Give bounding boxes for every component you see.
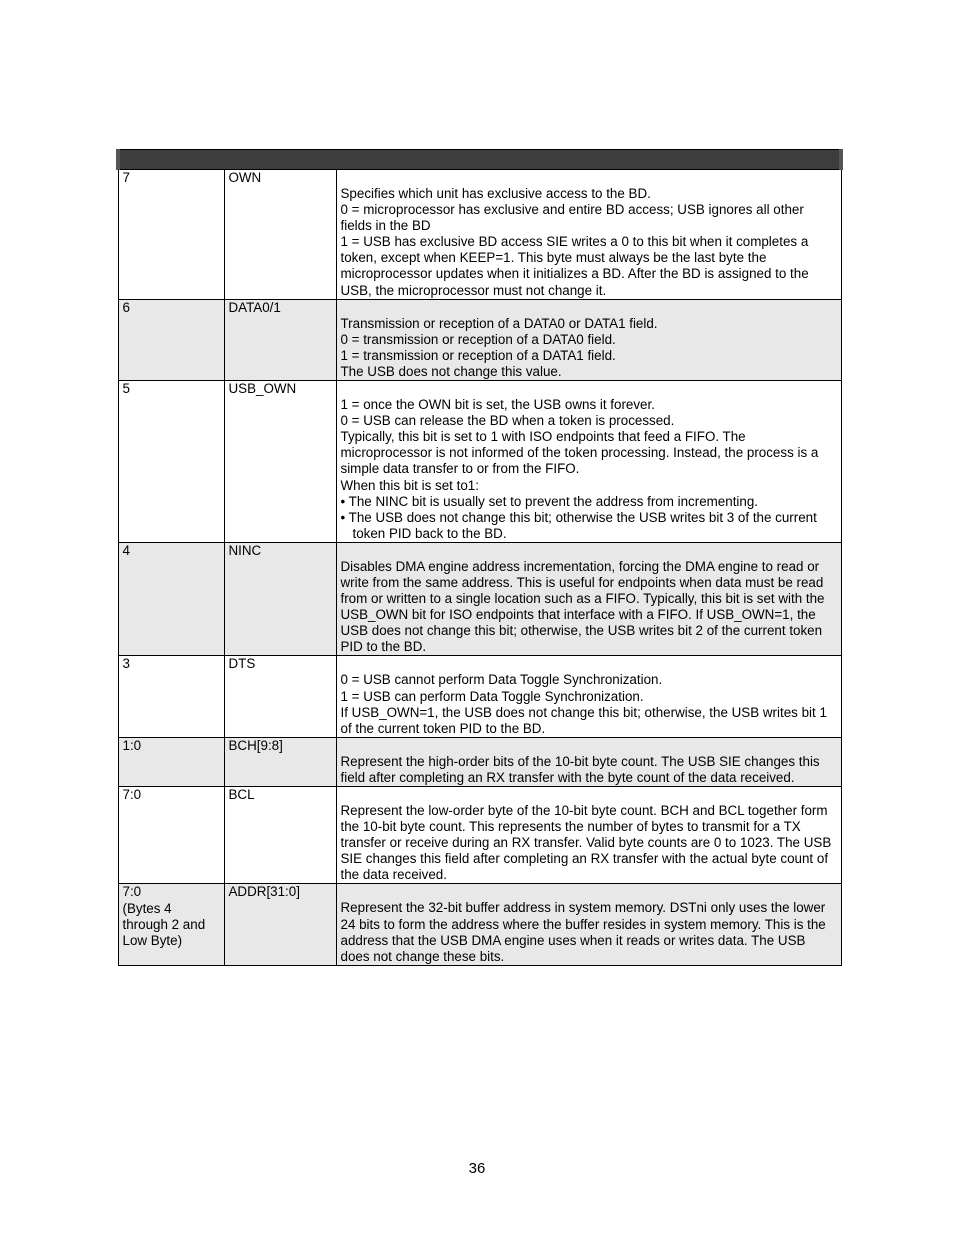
field-name-cell: BCL bbox=[224, 787, 336, 884]
description-line: Represent the 32-bit buffer address in system memory. DSTni only uses the lower 24 bits to form the address where the buffer resides in system memory. This is the address that the USB DMA engine uses when it reads or writes data. The USB does not change these bits. bbox=[340, 900, 826, 964]
description-line: Represent the high-order bits of the 10-bit byte count. The USB SIE changes this field after completing an RX transfer with the byte count of the data received. bbox=[340, 753, 820, 785]
bit-value: 7:0 bbox=[122, 884, 142, 900]
description-line: Transmission or reception of a DATA0 or DATA1 field. bbox=[340, 315, 658, 331]
bit-cell: 7 bbox=[118, 170, 224, 300]
field-name-cell: DTS bbox=[224, 656, 336, 737]
description-line: 1 = once the OWN bit is set, the USB owns it forever. bbox=[340, 397, 655, 413]
bit-cell: 6 bbox=[118, 299, 224, 380]
description-line: 0 = microprocessor has exclusive and entire BD access; USB ignores all other fields in the BD bbox=[340, 202, 804, 234]
bit-cell: 1:0 bbox=[118, 737, 224, 786]
table-row bbox=[118, 884, 841, 965]
page-number: 36 bbox=[468, 1160, 486, 1177]
table-row bbox=[118, 656, 841, 737]
table-row bbox=[118, 787, 841, 884]
table-row bbox=[118, 170, 841, 300]
description-line: Represent the low-order byte of the 10-bit byte count. BCH and BCL together form the 10-bit byte count. This represents the number of bytes to transmit for a TX transfer or receive during an RX transfer. Valid byte counts are 0 to 1023. The USB SIE changes this field after completing an RX transfer with the actual byte count of the data received. bbox=[340, 803, 832, 883]
description-line: 1 = USB has exclusive BD access SIE writes a 0 to this bit when it completes a token, except when KEEP=1. This byte must always be the last byte the microprocessor updates when it initializes a BD. After the BD is assigned to the USB, the microprocessor must not change it. bbox=[340, 234, 809, 298]
bit-cell: 7:0 bbox=[118, 787, 224, 884]
field-name-cell: BCH[9:8] bbox=[224, 737, 336, 786]
description-cell bbox=[336, 542, 841, 656]
table-header-row bbox=[118, 150, 841, 170]
field-name-cell: OWN bbox=[224, 170, 336, 300]
table-row bbox=[118, 542, 841, 656]
description-cell bbox=[336, 787, 841, 884]
bit-note-line: Low Byte) bbox=[122, 932, 183, 948]
description-line: 1 = transmission or reception of a DATA1 field. bbox=[340, 347, 616, 363]
description-line: Specifies which unit has exclusive access to the BD. bbox=[340, 186, 651, 201]
table-row bbox=[118, 737, 841, 786]
description-cell bbox=[336, 381, 841, 543]
description-line: Typically, this bit is set to 1 with ISO endpoints that feed a FIFO. The microprocessor is not informed of the token processing. Instead, the process is a simple data transfer to or from the FIFO. bbox=[340, 429, 819, 477]
description-line: 0 = transmission or reception of a DATA0 field. bbox=[340, 331, 616, 347]
description-line: 1 = USB can perform Data Toggle Synchronization. bbox=[340, 688, 644, 704]
description-cell bbox=[336, 656, 841, 737]
description-cell bbox=[336, 884, 841, 965]
bit-note-line: through 2 and bbox=[122, 916, 206, 932]
bullet-item: • The USB does not change this bit; otherwise the USB writes bit 3 of the current token PID back to the BD. bbox=[340, 509, 817, 541]
bit-note-line: (Bytes 4 bbox=[122, 900, 172, 916]
description-line: The USB does not change this value. bbox=[340, 363, 562, 379]
field-name-cell: USB_OWN bbox=[224, 381, 336, 543]
bullet-item: • The NINC bit is usually set to prevent the address from incrementing. bbox=[340, 493, 759, 509]
table-row bbox=[118, 299, 841, 380]
description-cell bbox=[336, 299, 841, 380]
table-header-bar bbox=[118, 150, 841, 170]
field-name-cell: ADDR[31:0] bbox=[224, 884, 336, 965]
description-cell bbox=[336, 170, 841, 300]
bd-field-table bbox=[116, 149, 843, 966]
field-name-cell: NINC bbox=[224, 542, 336, 656]
bit-cell: 3 bbox=[118, 656, 224, 737]
table-row bbox=[118, 381, 841, 543]
description-line: Disables DMA engine address incrementation, forcing the DMA engine to read or write from the same address. This is useful for endpoints when data must be read from or written to a single location such as a FIFO. Typically, this bit is set with the USB_OWN bit for ISO endpoints that interface with a FIFO. If USB_OWN=1, the USB does not change this bit; otherwise, the USB writes bit 2 of the current token PID to the BD. bbox=[340, 558, 825, 655]
bit-cell: 4 bbox=[118, 542, 224, 656]
description-cell bbox=[336, 737, 841, 786]
description-line: 0 = USB can release the BD when a token is processed. bbox=[340, 413, 675, 429]
description-line: If USB_OWN=1, the USB does not change this bit; otherwise, the USB writes bit 1 of the current token PID to the BD. bbox=[340, 704, 827, 736]
description-line: When this bit is set to1: bbox=[340, 477, 479, 493]
field-name-cell: DATA0/1 bbox=[224, 299, 336, 380]
description-line: 0 = USB cannot perform Data Toggle Synchronization. bbox=[340, 672, 663, 688]
bit-cell bbox=[118, 884, 224, 965]
bit-cell: 5 bbox=[118, 381, 224, 543]
